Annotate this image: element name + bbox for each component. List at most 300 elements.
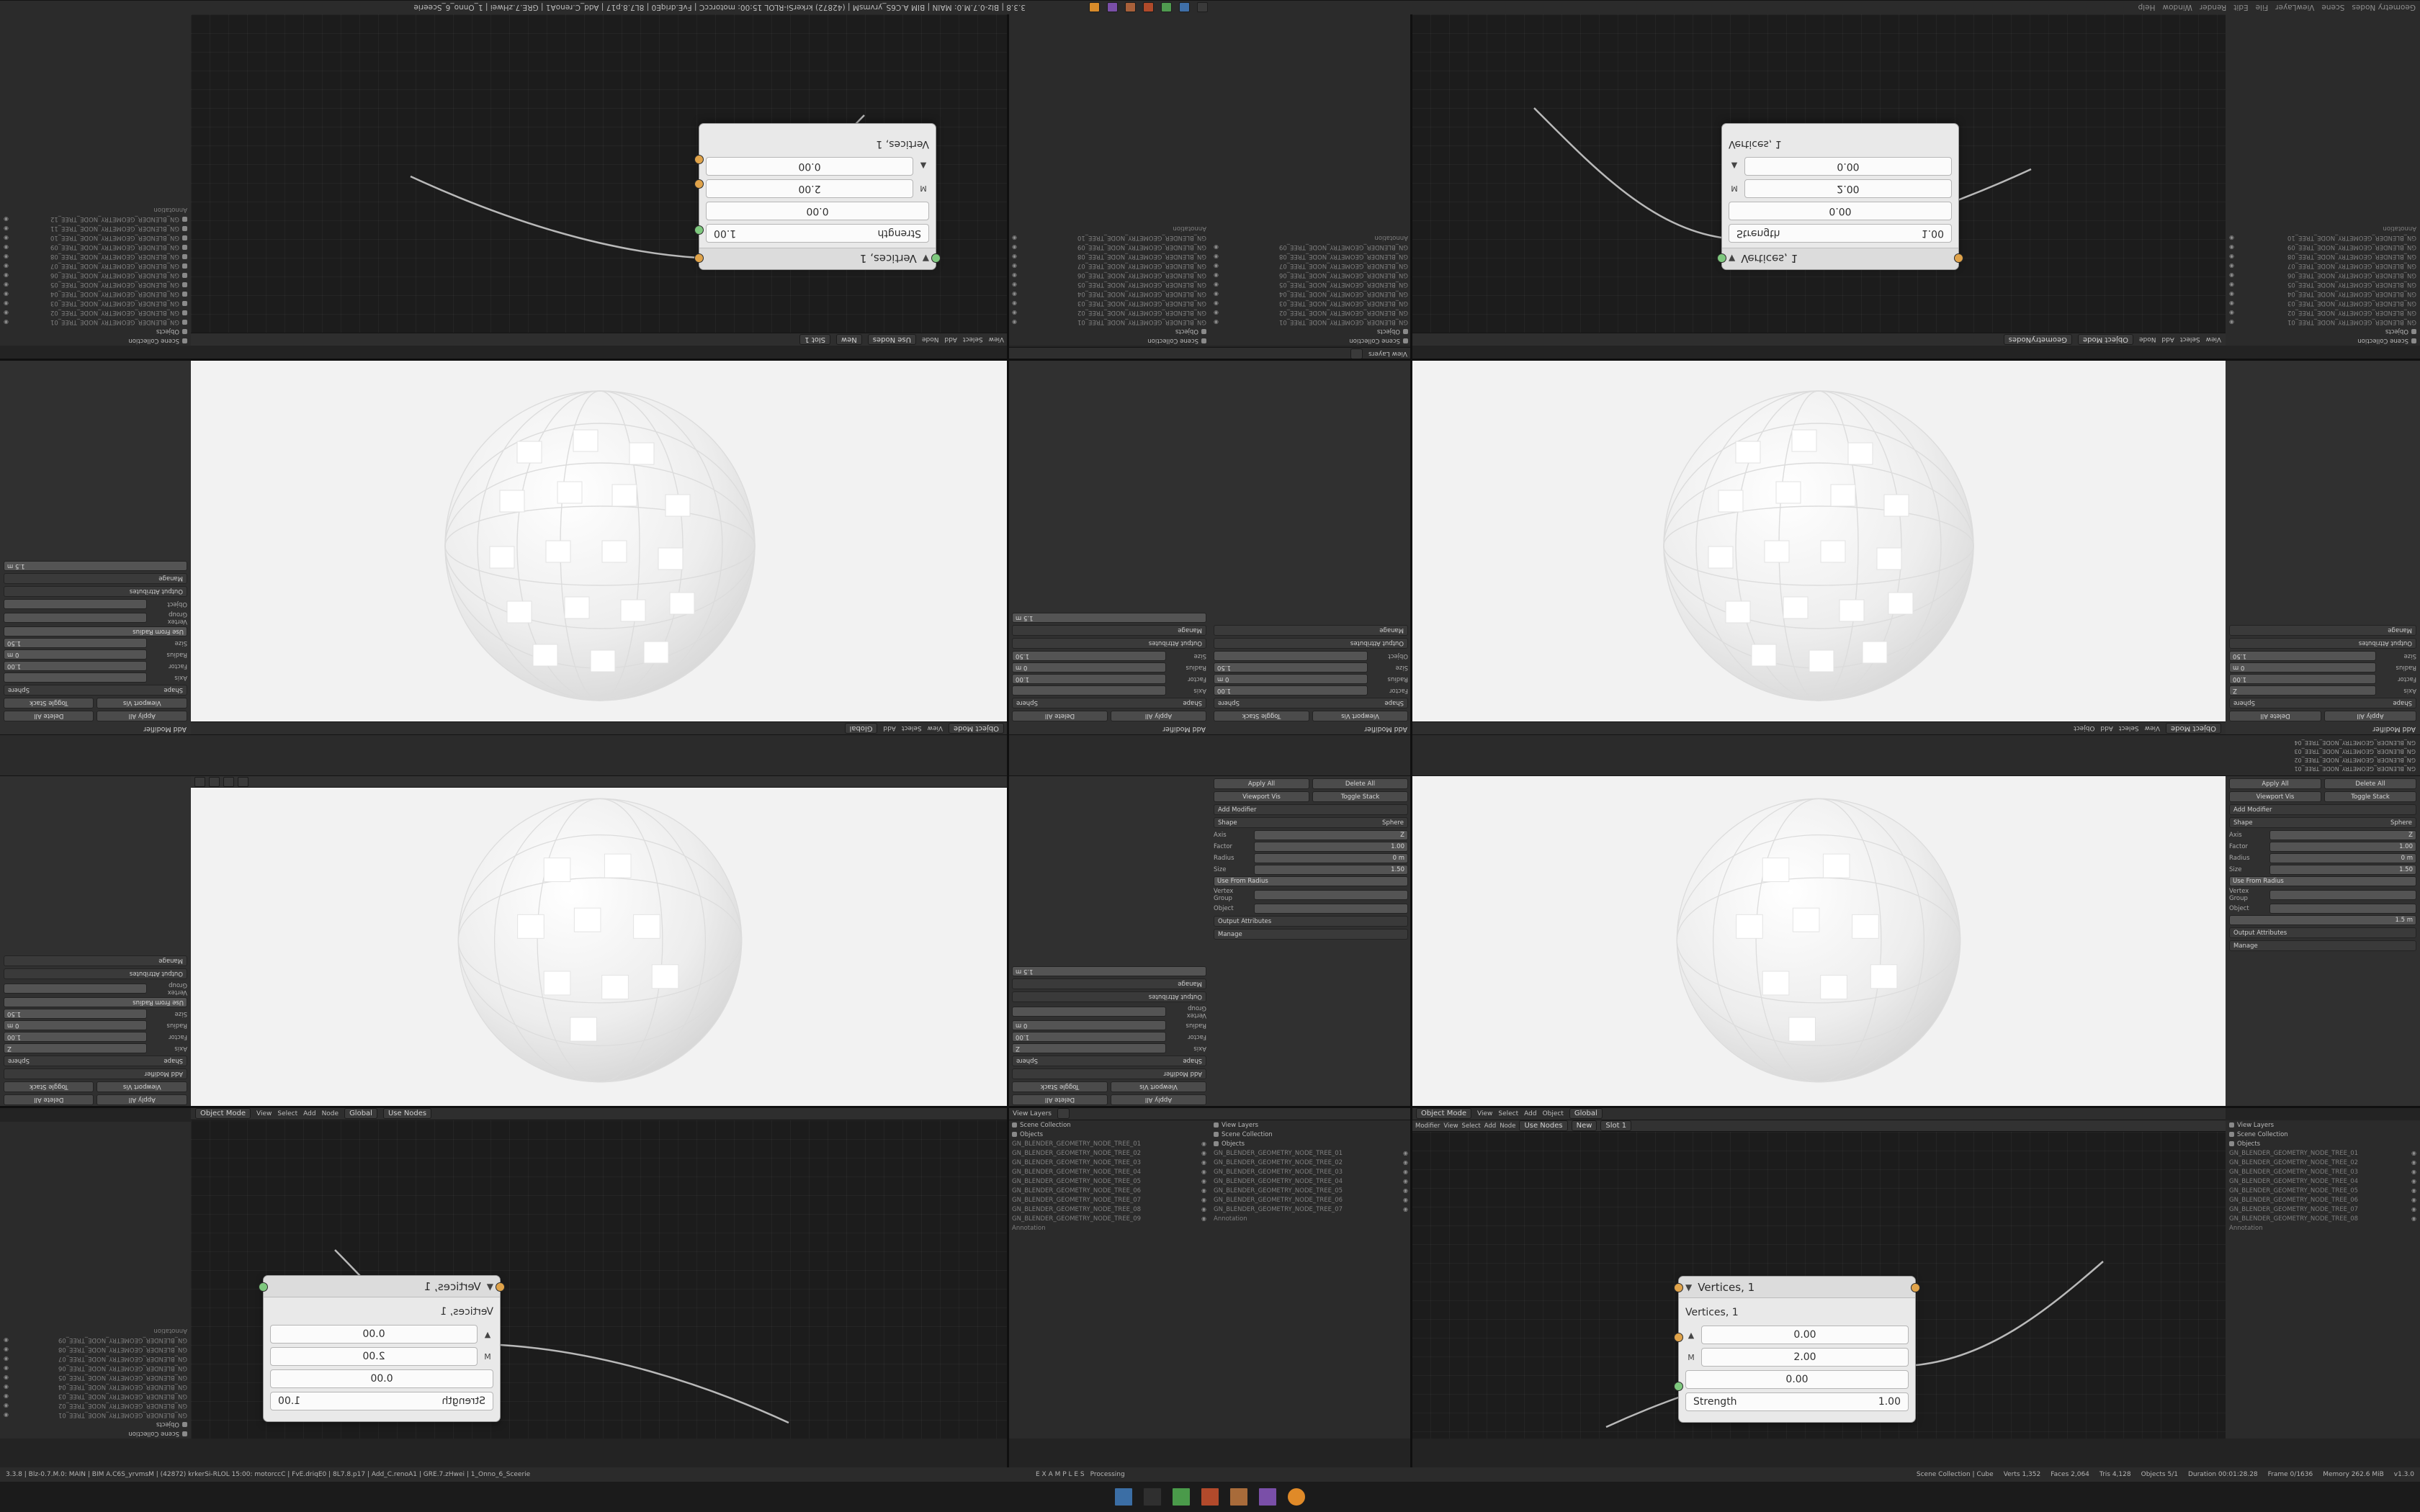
topbar-view-layer[interactable]: ViewLayer [2275, 3, 2315, 12]
value-input-socket[interactable] [1674, 1333, 1683, 1342]
output-attributes-section[interactable] [2229, 927, 2416, 938]
outliner-item-label[interactable]: GN_BLENDER_GEOMETRY_NODE_TREE_02 [50, 309, 179, 317]
axis-value[interactable]: Z [1254, 830, 1408, 840]
properties-editor-mid-right[interactable] [2226, 360, 2420, 734]
properties-button-row-2[interactable] [4, 698, 187, 708]
global-orientation-selector[interactable]: Global [344, 1108, 377, 1119]
eye-icon[interactable]: ◉ [4, 291, 9, 297]
toggle-stack-button[interactable]: Toggle Stack [1214, 711, 1309, 721]
outliner-item-label[interactable]: GN_BLENDER_GEOMETRY_NODE_TREE_04 [1278, 290, 1408, 298]
list-item[interactable] [1210, 1176, 1412, 1186]
eye-icon[interactable]: ◉ [2229, 253, 2234, 260]
topbar-mirrored[interactable] [0, 0, 1030, 14]
eye-icon[interactable]: ◉ [1214, 244, 1219, 251]
node-row-subtitle[interactable] [1729, 135, 1952, 153]
topbar-mirrored-2[interactable] [1030, 0, 1268, 14]
apply-all-button[interactable]: Apply All [1214, 778, 1309, 789]
list-item[interactable] [0, 1392, 191, 1401]
properties-editor-lower-center-b[interactable] [1210, 776, 1412, 1107]
row-length[interactable] [1012, 613, 1206, 623]
manage-section[interactable] [1012, 625, 1206, 636]
outliner-item-label[interactable]: GN_BLENDER_GEOMETRY_NODE_TREE_07 [1278, 262, 1408, 270]
eye-icon[interactable]: ◉ [1214, 282, 1219, 288]
outliner-item-label[interactable]: GN_BLENDER_GEOMETRY_NODE_TREE_02 [1278, 309, 1408, 317]
eye-icon[interactable]: ◉ [1214, 263, 1219, 269]
properties-button-row-2[interactable] [1012, 1081, 1206, 1092]
eye-icon[interactable]: ◉ [1201, 1140, 1206, 1147]
row-factor[interactable] [2229, 674, 2416, 684]
list-item[interactable] [0, 318, 191, 327]
topbar-workspaces[interactable]: Geometry Nodes [2352, 3, 2416, 12]
outliner-view-layer-label[interactable]: View Layers [1013, 1110, 1052, 1117]
node-editor-toolstrip-br[interactable] [1412, 1120, 2226, 1132]
shape-value[interactable]: Sphere [8, 686, 30, 694]
object-value[interactable] [4, 599, 147, 609]
shape-value[interactable]: Sphere [2233, 699, 2255, 707]
use-from-radius-checkbox[interactable]: Use From Radius [2229, 876, 2416, 886]
properties-button-row-2[interactable] [1214, 791, 1408, 802]
node-menu-select[interactable]: Select [1461, 1122, 1481, 1130]
eye-icon[interactable]: ◉ [1403, 1187, 1408, 1194]
properties-editor-mid-center-a[interactable] [1008, 360, 1210, 734]
eye-icon[interactable]: ◉ [2229, 300, 2234, 307]
outliner-item-label[interactable]: GN_BLENDER_GEOMETRY_NODE_TREE_07 [1012, 1196, 1142, 1204]
node-editor-header-tr[interactable] [1412, 333, 2226, 346]
global-orientation-selector[interactable]: Global [845, 723, 878, 734]
eye-icon[interactable]: ◉ [4, 1403, 9, 1409]
node-editor-header-tl[interactable] [191, 333, 1008, 346]
object-mode-selector[interactable]: Object Mode [195, 1108, 251, 1119]
viewport-menu-view[interactable]: View [2144, 724, 2160, 732]
row-object[interactable] [1214, 651, 1408, 661]
eye-icon[interactable]: ◉ [2411, 1150, 2416, 1156]
manage-section[interactable] [2229, 940, 2416, 951]
list-item[interactable] [1008, 1195, 1210, 1205]
taskbar-icon-browser[interactable] [1162, 3, 1173, 13]
list-item[interactable] [2226, 1205, 2420, 1214]
list-item[interactable] [1008, 1167, 1210, 1176]
eye-icon[interactable]: ◉ [4, 319, 9, 325]
add-modifier-section[interactable] [2229, 804, 2416, 815]
list-item[interactable] [2226, 233, 2420, 243]
outliner-item-label[interactable]: GN_BLENDER_GEOMETRY_NODE_TREE_09 [1077, 243, 1206, 251]
list-item[interactable] [0, 261, 191, 271]
delete-all-button[interactable]: Delete All [2324, 778, 2416, 789]
list-item[interactable] [0, 299, 191, 308]
row-object[interactable] [1214, 904, 1408, 914]
use-nodes-toggle[interactable]: Use Nodes [383, 1108, 431, 1119]
eye-icon[interactable]: ◉ [4, 253, 9, 260]
node-menu-select[interactable]: Select [1498, 1110, 1519, 1117]
viewport-menu-object[interactable]: Object [2074, 724, 2095, 732]
toggle-stack-button[interactable]: Toggle Stack [4, 1081, 94, 1092]
outliner-item-label[interactable]: GN_BLENDER_GEOMETRY_NODE_TREE_06 [1012, 1187, 1142, 1194]
delete-all-button[interactable]: Delete All [4, 1094, 94, 1105]
row-axis[interactable] [2229, 685, 2416, 696]
outliner-view-layers-row[interactable] [2226, 1120, 2420, 1130]
list-item[interactable] [2226, 1176, 2420, 1186]
outliner-view-layers[interactable]: View Layers [2237, 1121, 2274, 1129]
add-modifier-section[interactable] [4, 1068, 187, 1079]
properties-editor-mid-center-b[interactable] [1210, 360, 1412, 734]
outliner-item-label[interactable]: GN_BLENDER_GEOMETRY_NODE_TREE_05 [58, 1374, 187, 1382]
outliner-objects-label[interactable]: Objects [1175, 328, 1198, 336]
outliner-item-label[interactable]: GN_BLENDER_GEOMETRY_NODE_TREE_03 [2287, 300, 2416, 307]
node-row-value-1[interactable] [1685, 1348, 1909, 1367]
outliner-item-label[interactable]: GN_BLENDER_GEOMETRY_NODE_TREE_10 [2287, 234, 2416, 242]
list-item[interactable] [2226, 261, 2420, 271]
outliner-objects-label[interactable]: Objects [2385, 328, 2408, 336]
object-mode-selector[interactable]: Object Mode [2166, 723, 2221, 734]
outliner-objects-label[interactable]: Objects [2237, 1140, 2261, 1148]
search-input[interactable] [1350, 348, 1363, 359]
list-item[interactable] [0, 215, 191, 224]
viewport-vis-button[interactable]: Viewport Vis [1111, 1081, 1206, 1092]
row-factor[interactable] [2229, 842, 2416, 852]
eye-icon[interactable]: ◉ [2229, 310, 2234, 316]
row-axis[interactable] [4, 672, 187, 683]
taskbar-icon-settings[interactable] [1258, 1488, 1277, 1506]
node-row-value-1[interactable] [706, 179, 929, 198]
outliner-item-label[interactable]: GN_BLENDER_GEOMETRY_NODE_TREE_02 [2287, 309, 2416, 317]
list-item[interactable] [1210, 1186, 1412, 1195]
list-item[interactable] [0, 289, 191, 299]
list-item[interactable] [1210, 318, 1412, 327]
outliner-item-label[interactable]: GN_BLENDER_GEOMETRY_NODE_TREE_07 [50, 262, 179, 270]
list-item[interactable] [1008, 261, 1210, 271]
shape-value[interactable]: Sphere [1016, 1057, 1038, 1065]
eye-icon[interactable]: ◉ [4, 1412, 9, 1418]
value-field-2[interactable]: 0.00 [1744, 157, 1952, 176]
move-tool-icon[interactable] [209, 777, 220, 787]
manage-section[interactable] [1214, 929, 1408, 940]
scale-tool-icon[interactable] [238, 777, 248, 787]
radius-value[interactable]: 0 m [4, 1020, 147, 1030]
list-item[interactable] [2226, 1195, 2420, 1205]
row-size[interactable] [2229, 865, 2416, 875]
size-value[interactable]: 1.50 [1214, 662, 1368, 672]
list-item[interactable] [1210, 299, 1412, 308]
manage-section[interactable] [4, 955, 187, 966]
factor-value[interactable]: 1.00 [2229, 674, 2376, 684]
outliner-item-label[interactable]: GN_BLENDER_GEOMETRY_NODE_TREE_11 [50, 225, 179, 233]
node-editor-header-br[interactable] [1412, 1107, 2226, 1120]
outliner-top-middle-a[interactable] [1008, 14, 1210, 346]
cursor-tool-icon[interactable] [194, 777, 205, 787]
outliner-item-label[interactable]: GN_BLENDER_GEOMETRY_NODE_TREE_08 [1012, 1205, 1142, 1213]
add-modifier-section[interactable] [1012, 1068, 1206, 1079]
eye-icon[interactable]: ◉ [1214, 253, 1219, 260]
outliner-item-label[interactable]: GN_BLENDER_GEOMETRY_NODE_TREE_01 [1012, 1140, 1142, 1148]
triangle-up-icon[interactable]: ▲ [484, 1329, 491, 1339]
length-value[interactable]: 1.5 m [1012, 613, 1206, 623]
viewport-vis-button[interactable]: Viewport Vis [97, 698, 188, 708]
node-menu-view[interactable]: View [256, 1110, 272, 1117]
use-from-radius-checkbox[interactable]: Use From Radius [4, 997, 187, 1007]
outliner-item-label[interactable]: GN_BLENDER_GEOMETRY_NODE_TREE_07 [1077, 262, 1206, 270]
shape-section[interactable] [2229, 698, 2416, 708]
list-item[interactable] [0, 1373, 191, 1382]
eye-icon[interactable]: ◉ [1012, 282, 1017, 288]
geometry-node-vertices-bottom-right[interactable] [1678, 1276, 1916, 1423]
row-size[interactable] [4, 1009, 187, 1019]
outliner-item-label[interactable]: GN_BLENDER_GEOMETRY_NODE_TREE_09 [1012, 1215, 1142, 1223]
triangle-up-icon[interactable]: ▲ [920, 161, 927, 171]
output-attributes-section[interactable] [2229, 638, 2416, 649]
node-menu-add[interactable]: Add [1484, 1122, 1497, 1130]
outliner-objects-row[interactable] [1008, 327, 1210, 336]
eye-icon[interactable]: ◉ [2411, 1169, 2416, 1175]
outliner-item-label[interactable]: GN_BLENDER_GEOMETRY_NODE_TREE_05 [1012, 1177, 1142, 1185]
node-menu-view[interactable]: View [1477, 1110, 1493, 1117]
node-menu-view[interactable]: View [1443, 1122, 1458, 1130]
shape-section[interactable] [2229, 817, 2416, 828]
outliner-objects-row[interactable] [1210, 1139, 1412, 1148]
list-item[interactable] [0, 308, 191, 318]
output-attributes-section[interactable] [1012, 638, 1206, 649]
node-menu-object[interactable]: Object [1542, 1110, 1564, 1117]
eye-icon[interactable]: ◉ [1201, 1206, 1206, 1212]
output-attributes-section[interactable] [1214, 638, 1408, 649]
list-item[interactable] [1210, 1158, 1412, 1167]
properties-button-row[interactable] [1214, 711, 1408, 721]
value-field-0[interactable]: 0.00 [1701, 1326, 1909, 1344]
node-menu-select[interactable]: Select [277, 1110, 298, 1117]
properties-button-row-2[interactable] [4, 1081, 187, 1092]
node-output-socket[interactable] [694, 253, 704, 263]
outliner-item-label[interactable]: GN_BLENDER_GEOMETRY_NODE_TREE_07 [2229, 1205, 2359, 1213]
list-item[interactable] [1008, 1139, 1210, 1148]
outliner-item-label[interactable]: GN_BLENDER_GEOMETRY_NODE_TREE_03 [1012, 1158, 1142, 1166]
eye-icon[interactable]: ◉ [2411, 1197, 2416, 1203]
outliner-item-label[interactable]: GN_BLENDER_GEOMETRY_NODE_TREE_01 [58, 1411, 187, 1419]
node-header[interactable] [1722, 248, 1958, 269]
list-item[interactable] [1210, 280, 1412, 289]
outliner-annotation-row[interactable] [1210, 233, 1412, 243]
axis-value[interactable]: Z [2229, 685, 2376, 696]
row-use-from-radius[interactable] [4, 997, 187, 1007]
node-editor-bottom-left[interactable] [191, 1120, 1008, 1439]
row-factor[interactable] [1214, 842, 1408, 852]
row-length[interactable] [4, 561, 187, 571]
eye-icon[interactable]: ◉ [2229, 319, 2234, 325]
radius-value[interactable]: 0 m [1214, 674, 1368, 684]
row-axis[interactable] [1012, 685, 1206, 696]
axis-value[interactable]: Z [2269, 830, 2416, 840]
outliner-view-layers-row[interactable] [1210, 1120, 1412, 1130]
node-output-socket[interactable] [259, 1282, 268, 1292]
eye-icon[interactable]: ◉ [4, 1337, 9, 1344]
list-item[interactable] [2226, 252, 2420, 261]
row-radius[interactable] [1214, 674, 1408, 684]
outliner-item-label[interactable]: GN_BLENDER_GEOMETRY_NODE_TREE_03 [1214, 1168, 1343, 1176]
outliner-header-row[interactable] [1210, 336, 1412, 346]
outliner-item-label[interactable]: GN_BLENDER_GEOMETRY_NODE_TREE_03 [2229, 1168, 2359, 1176]
use-nodes-toggle[interactable]: Use Nodes [1519, 1120, 1567, 1131]
list-item[interactable] [1210, 1205, 1412, 1214]
outliner-item-label[interactable]: GN_BLENDER_GEOMETRY_NODE_TREE_07 [1214, 1205, 1343, 1213]
eye-icon[interactable]: ◉ [2411, 1187, 2416, 1194]
eye-icon[interactable]: ◉ [1403, 1159, 1408, 1166]
vertex-group-value[interactable] [1012, 1007, 1166, 1017]
list-item[interactable] [1008, 1148, 1210, 1158]
outliner-item-label[interactable]: GN_BLENDER_GEOMETRY_NODE_TREE_06 [58, 1364, 187, 1372]
outliner-item-label[interactable]: GN_BLENDER_GEOMETRY_NODE_TREE_05 [2229, 1187, 2359, 1194]
node-menu-select[interactable]: Select [2179, 336, 2200, 343]
rotate-tool-icon[interactable] [223, 777, 234, 787]
list-item[interactable] [0, 233, 191, 243]
row-size[interactable] [1012, 651, 1206, 661]
viewport-vis-button[interactable]: Viewport Vis [97, 1081, 188, 1092]
list-item[interactable] [2226, 1148, 2420, 1158]
row-vertex-group[interactable] [4, 981, 187, 996]
size-value[interactable]: 1.50 [4, 1009, 147, 1019]
slot-selector[interactable]: Slot 1 [1600, 1120, 1631, 1131]
node-header[interactable] [699, 248, 936, 269]
outliner-item-label[interactable]: GN_BLENDER_GEOMETRY_NODE_TREE_08 [50, 253, 179, 261]
node-row-value-1[interactable] [1729, 179, 1952, 198]
viewport-menu-select[interactable]: Select [901, 724, 922, 732]
outliner-item-label[interactable]: GN_BLENDER_GEOMETRY_NODE_TREE_06 [2229, 1196, 2359, 1204]
outliner-item-label[interactable]: GN_BLENDER_GEOMETRY_NODE_TREE_08 [1077, 253, 1206, 261]
eye-icon[interactable]: ◉ [2411, 1159, 2416, 1166]
chevron-down-icon[interactable]: ▼ [1685, 1282, 1693, 1292]
factor-value[interactable]: 1.00 [4, 661, 147, 671]
list-item[interactable] [0, 1354, 191, 1364]
outliner-item-label[interactable]: GN_BLENDER_GEOMETRY_NODE_TREE_05 [50, 281, 179, 289]
factor-value[interactable]: 1.00 [2269, 842, 2416, 852]
eye-icon[interactable]: ◉ [1201, 1215, 1206, 1222]
outliner-bottom-left[interactable] [0, 1122, 191, 1439]
shape-value[interactable]: Sphere [1218, 699, 1240, 707]
outliner-item-label[interactable]: GN_BLENDER_GEOMETRY_NODE_TREE_07 [58, 1355, 187, 1363]
row-size[interactable] [4, 638, 187, 648]
apply-all-button[interactable]: Apply All [2229, 778, 2321, 789]
outliner-item-label[interactable]: GN_BLENDER_GEOMETRY_NODE_TREE_01 [1278, 318, 1408, 326]
outliner-item-label[interactable]: GN_BLENDER_GEOMETRY_NODE_TREE_04 [1077, 290, 1206, 298]
outliner-annotation-row[interactable] [2226, 224, 2420, 233]
node-row-value-2[interactable] [1685, 1370, 1909, 1389]
eye-icon[interactable]: ◉ [1201, 1159, 1206, 1166]
radius-value[interactable]: 0 m [1012, 662, 1166, 672]
topbar-menu-file[interactable]: File [2255, 3, 2269, 12]
eye-icon[interactable]: ◉ [1012, 263, 1017, 269]
shape-value[interactable]: Sphere [1382, 819, 1404, 827]
factor-value[interactable]: 1.00 [1012, 1032, 1166, 1042]
outliner-objects-row[interactable] [0, 1420, 191, 1429]
row-length[interactable] [2229, 915, 2416, 925]
outliner-item-label[interactable]: GN_BLENDER_GEOMETRY_NODE_TREE_04 [58, 1383, 187, 1391]
outliner-objects-label[interactable]: Objects [156, 1421, 179, 1428]
radius-value[interactable]: 0 m [1254, 853, 1408, 863]
length-value[interactable]: 1.5 m [4, 561, 187, 571]
outliner-objects-label[interactable]: Objects [156, 328, 179, 336]
length-value[interactable]: 1.5 m [1012, 966, 1206, 976]
size-value[interactable]: 1.50 [1254, 865, 1408, 875]
outliner-annotation-row[interactable] [1008, 1223, 1210, 1233]
object-mode-selector[interactable]: Object Mode [2078, 334, 2133, 345]
taskbar-icon-files[interactable] [1114, 1488, 1133, 1506]
viewport-lower-right[interactable] [1412, 776, 2226, 1107]
outliner-item-label[interactable]: GN_BLENDER_GEOMETRY_NODE_TREE_04 [1214, 1177, 1343, 1185]
node-header[interactable] [264, 1276, 500, 1297]
outliner-item-label[interactable]: GN_BLENDER_GEOMETRY_NODE_TREE_02 [1077, 309, 1206, 317]
viewport-header-ml[interactable] [191, 721, 1008, 734]
outliner-item-label[interactable]: GN_BLENDER_GEOMETRY_NODE_TREE_09 [50, 243, 179, 251]
taskbar-icon-editor[interactable] [1201, 1488, 1219, 1506]
row-factor[interactable] [4, 661, 187, 671]
geometry-node-vertices-mirrored[interactable] [1721, 123, 1959, 270]
row-radius[interactable] [2229, 662, 2416, 672]
topbar-mirrored-3[interactable] [1268, 0, 2420, 14]
outliner-top-middle-b[interactable] [1210, 14, 1412, 346]
outliner-item-label[interactable]: GN_BLENDER_GEOMETRY_NODE_TREE_09 [2287, 243, 2416, 251]
outliner-scene-collection-row[interactable] [2226, 1130, 2420, 1139]
radius-value[interactable]: 0 m [2229, 662, 2376, 672]
topbar-menu-edit[interactable]: Edit [2233, 3, 2249, 12]
node-row-value-0[interactable] [1729, 202, 1952, 220]
row-axis[interactable] [1214, 830, 1408, 840]
outliner-view-layers[interactable]: View Layers [1222, 1121, 1258, 1129]
shape-section[interactable] [1214, 698, 1408, 708]
row-size[interactable] [2229, 651, 2416, 661]
outliner-item-label[interactable]: GN_BLENDER_GEOMETRY_NODE_TREE_03 [1077, 300, 1206, 307]
outliner-item-label[interactable]: GN_BLENDER_GEOMETRY_NODE_TREE_02 [1012, 1149, 1142, 1157]
row-radius[interactable] [2229, 853, 2416, 863]
viewport-lower-left[interactable] [191, 776, 1008, 1107]
outliner-scene-collection[interactable]: Scene Collection [1147, 337, 1198, 345]
list-item[interactable] [1008, 1186, 1210, 1195]
row-radius[interactable] [1012, 662, 1206, 672]
outliner-bottom-center-b[interactable] [1210, 1120, 1412, 1439]
outliner-objects-label[interactable]: Objects [1222, 1140, 1245, 1148]
properties-button-row[interactable] [1012, 711, 1206, 721]
eye-icon[interactable]: ◉ [4, 1365, 9, 1372]
node-header[interactable] [1679, 1277, 1915, 1298]
value-field-2[interactable]: 0.00 [1685, 1370, 1909, 1389]
list-item[interactable] [2226, 1158, 2420, 1167]
topbar-menu-help[interactable]: Help [2138, 3, 2156, 12]
properties-editor-mid-left[interactable] [0, 360, 191, 734]
outliner-item-label[interactable]: GN_BLENDER_GEOMETRY_NODE_TREE_06 [50, 271, 179, 279]
value-field-2[interactable]: 0.00 [270, 1369, 493, 1388]
apply-all-button[interactable]: Apply All [97, 1094, 188, 1105]
row-factor[interactable] [1012, 674, 1206, 684]
node-menu-node[interactable]: Node [1500, 1122, 1516, 1130]
node-menu-node[interactable]: Node [2138, 336, 2156, 343]
viewport-vis-button[interactable]: Viewport Vis [2229, 791, 2321, 802]
list-item[interactable] [2226, 1167, 2420, 1176]
outliner-item-label[interactable]: GN_BLENDER_GEOMETRY_NODE_TREE_02 [2229, 1158, 2359, 1166]
taskbar-icon-terminal[interactable] [1180, 3, 1191, 13]
apply-all-button[interactable]: Apply All [2324, 711, 2416, 721]
node-row-value-2[interactable] [706, 157, 929, 176]
outliner-annotation-row[interactable] [1008, 224, 1210, 233]
node-editor-bottom-right[interactable] [1412, 1132, 2226, 1439]
eye-icon[interactable]: ◉ [4, 235, 9, 241]
outliner-annotation-row[interactable] [1210, 1214, 1412, 1223]
outliner-objects-label[interactable]: Objects [1376, 328, 1400, 336]
viewport-menu-view[interactable]: View [927, 724, 943, 732]
topbar-menu-window[interactable]: Window [2162, 3, 2192, 12]
viewport-menu-select[interactable]: Select [2118, 724, 2139, 732]
row-object[interactable] [2229, 904, 2416, 914]
eye-icon[interactable]: ◉ [1214, 291, 1219, 297]
eye-icon[interactable]: ◉ [4, 1346, 9, 1353]
value-field-1[interactable]: 2.00 [270, 1347, 478, 1366]
shape-section[interactable] [1012, 698, 1206, 708]
eye-icon[interactable]: ◉ [1012, 235, 1017, 241]
